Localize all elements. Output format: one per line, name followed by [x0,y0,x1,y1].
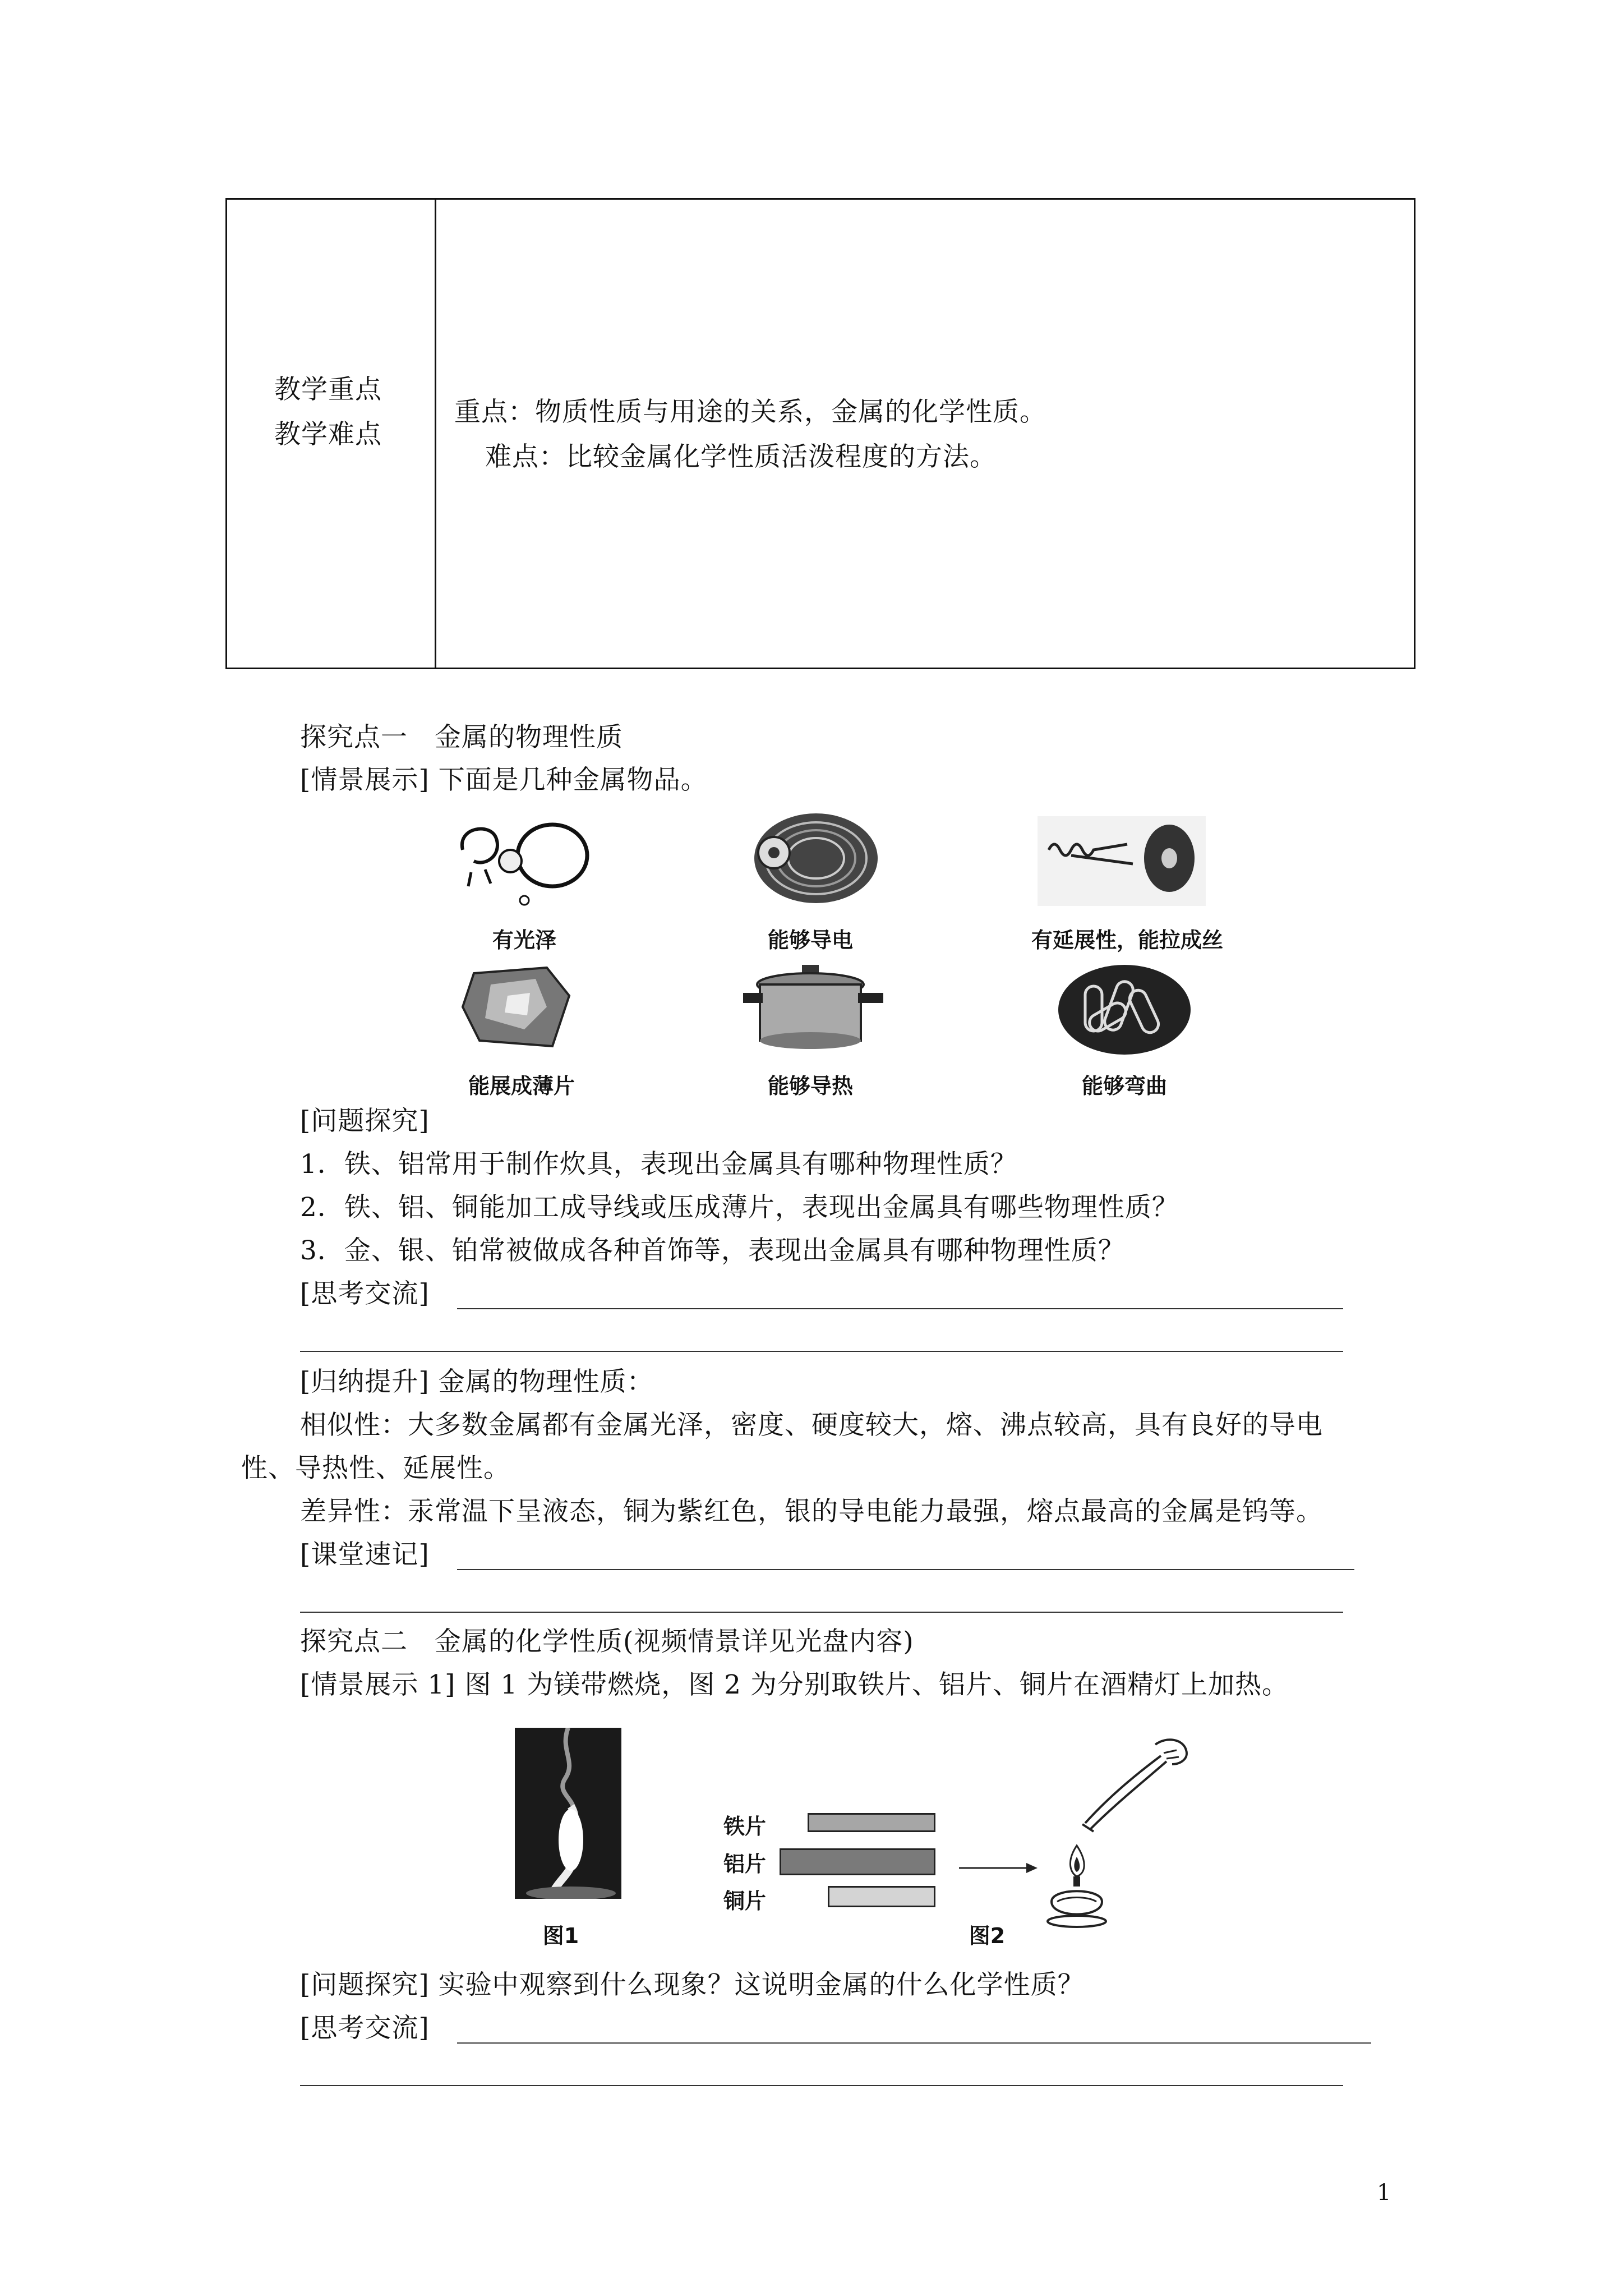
similarity-line-2: 性、导热性、延展性。 [241,1453,510,1484]
notes-answer-line-2[interactable] [300,1612,1343,1613]
copper-strip [828,1886,935,1907]
think-label-2: [思考交流] [300,2013,430,2044]
table-divider [435,200,436,668]
caption-malleable: 能展成薄片 [468,1074,575,1098]
question-2: 2．铁、铝、铜能加工成导线或压成薄片，表现出金属具有哪些物理性质？ [300,1192,1179,1223]
section1-scene: [情景展示] 下面是几种金属物品。 [300,765,708,795]
caption-bendable: 能够弯曲 [1081,1074,1167,1098]
figure1-label: 图1 [542,1924,579,1948]
pressure-cooker-image [743,962,883,1055]
wire-spool-image [1038,816,1206,906]
section1-title: 探究点一 金属的物理性质 [300,722,623,753]
arrow-icon [959,1860,1038,1876]
page-number: 1 [1377,2180,1392,2206]
wire-coil-image [743,811,878,906]
difficulty-text: 难点：比较金属化学性质活泼程度的方法。 [485,441,997,472]
question-1: 1．铁、铝常用于制作炊具，表现出金属具有哪种物理性质？ [300,1149,1017,1180]
question-3: 3．金、银、铂常被做成各种首饰等，表现出金属具有哪种物理性质？ [300,1235,1125,1266]
think-answer-line-1[interactable] [457,1308,1343,1309]
question-head: [问题探究] [300,1106,430,1137]
think2-answer-line-1[interactable] [457,2042,1371,2044]
similarity-line-1: 相似性：大多数金属都有金属光泽，密度、硬度较大，熔、沸点较高，具有良好的导电 [300,1410,1323,1441]
caption-conductive: 能够导电 [767,928,853,953]
section2-scene: [情景展示 1] 图 1 为镁带燃烧，图 2 为分别取铁片、铝片、铜片在酒精灯上加热。 [300,1669,1289,1700]
key-points-table [225,198,1415,669]
notes-label: [课堂速记] [300,1539,430,1570]
difference-line: 差异性：汞常温下呈液态，铜为紫红色，银的导电能力最强，熔点最高的金属是钨等。 [300,1496,1323,1527]
strip-label-copper: 铜片 [723,1889,767,1913]
caption-luster: 有光泽 [492,928,556,953]
iron-strip [808,1813,935,1832]
think-answer-line-2[interactable] [300,1351,1343,1352]
caption-heat-conductive: 能够导热 [767,1074,853,1098]
strip-label-aluminium: 铝片 [723,1852,767,1876]
label-key-point: 教学重点 [274,374,382,405]
jewelry-image [451,816,597,906]
magnesium-burning-photo [515,1728,621,1899]
aluminium-strip [780,1848,935,1875]
section2-question: [问题探究] 实验中观察到什么现象？这说明金属的什么化学性质？ [300,1970,1085,2000]
section2-title: 探究点二 金属的化学性质(视频情景详见光盘内容) [300,1626,914,1657]
label-difficulty: 教学难点 [274,419,382,450]
summary-head: [归纳提升] 金属的物理性质： [300,1366,654,1397]
key-point-text: 重点：物质性质与用途的关系，金属的化学性质。 [454,397,1046,427]
strip-label-iron: 铁片 [723,1814,767,1839]
caption-ductile: 有延展性，能拉成丝 [1031,928,1223,953]
alcohol-lamp-icon [1032,1733,1200,1935]
notes-answer-line-1[interactable] [457,1569,1354,1570]
think2-answer-line-2[interactable] [300,2085,1343,2086]
foil-image [457,962,580,1052]
think-label-1: [思考交流] [300,1278,430,1309]
paper-clips-image [1057,964,1192,1056]
figure2-label: 图2 [969,1924,1006,1948]
